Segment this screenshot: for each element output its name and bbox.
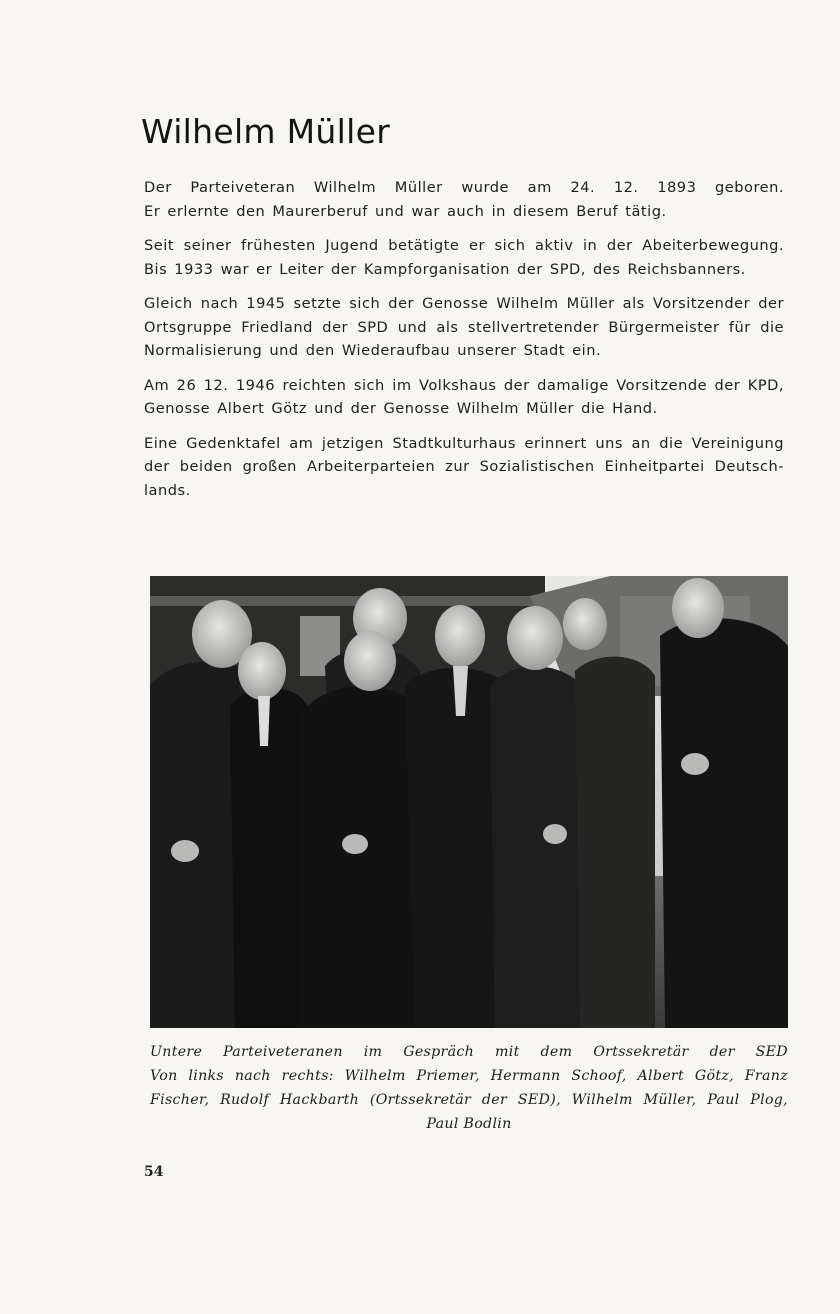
text-line: lands.: [144, 481, 191, 499]
text-line: Er erlernte den Maurerberuf und war auch in diesem Beruf tätig.: [144, 202, 667, 220]
paragraph-5: [144, 432, 784, 503]
text-line: der beiden großen Arbeiterparteien zur Sozialistischen Einheitpartei Deutsch-: [144, 458, 784, 475]
text-line: Genosse Albert Götz und der Genosse Wilhelm Müller die Hand.: [144, 400, 658, 417]
text-line: Bis 1933 war er Leiter der Kampforganisation der SPD, des Reichsbanners.: [144, 260, 746, 278]
text-line: Seit seiner frühesten Jugend betätigte er sich aktiv in der Abeiterbewegung.: [144, 237, 784, 254]
group-photo: [150, 576, 788, 1028]
text-line: Am 26 12. 1946 reichten sich im Volkshaus der damalige Vorsitzende der KPD,: [144, 376, 784, 394]
text-line: Der Parteiveteran Wilhelm Müller wurde am 24. 12. 1893 geboren.: [144, 179, 784, 196]
caption-line: Untere Parteiveteranen im Gespräch mit dem Ortssekretär der SED: [150, 1044, 788, 1060]
page-number: 54: [144, 1164, 164, 1180]
paragraph-2: [144, 234, 784, 281]
text-line: Ortsgruppe Friedland der SPD und als stellvertretender Bürgermeister für die: [144, 318, 784, 336]
photo-illustration: [150, 576, 788, 1028]
text-line: Normalisierung und den Wiederaufbau unserer Stadt ein.: [144, 342, 602, 359]
photo-caption: [150, 1040, 788, 1136]
caption-line: Paul Bodlin: [426, 1116, 512, 1132]
text-line: Eine Gedenktafel am jetzigen Stadtkulturhaus erinnert uns an die Vereinigung: [144, 434, 784, 452]
paragraph-1: [144, 176, 784, 223]
page-title: Wilhelm Müller: [141, 112, 391, 151]
text-line: Gleich nach 1945 setzte sich der Genosse Wilhelm Müller als Vorsitzender der: [144, 295, 784, 312]
caption-line: Fischer, Rudolf Hackbarth (Ortssekretär der SED), Wilhelm Müller, Paul Plog,: [150, 1092, 788, 1108]
paragraph-4: [144, 374, 784, 421]
caption-line: Von links nach rechts: Wilhelm Priemer, Hermann Schoof, Albert Götz, Franz: [150, 1068, 788, 1084]
article-body: [144, 176, 784, 513]
paragraph-3: [144, 292, 784, 363]
